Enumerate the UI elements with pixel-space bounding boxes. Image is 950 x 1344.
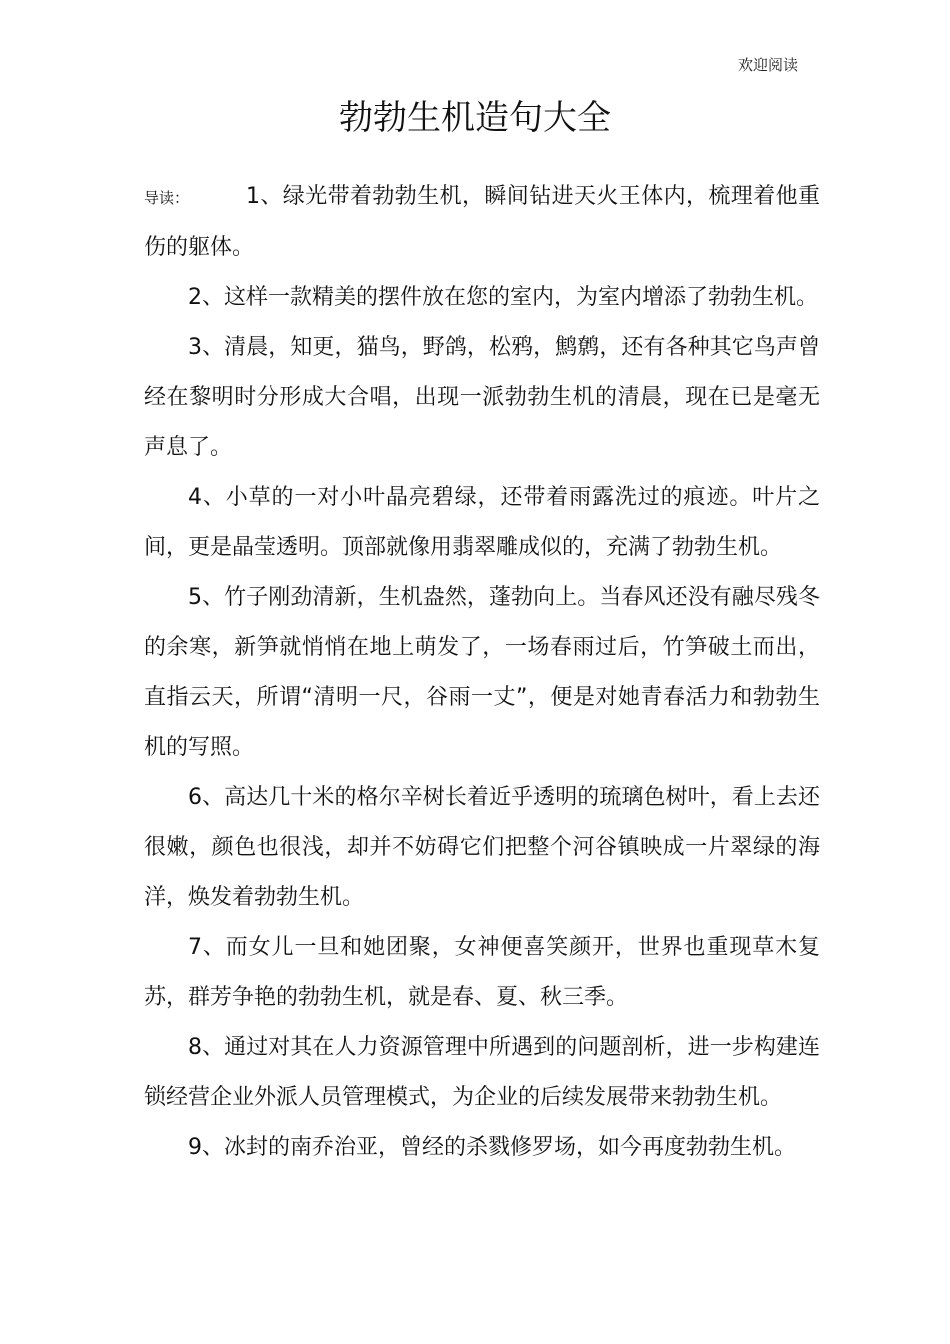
paragraph-7: 7、而女儿一旦和她团聚，女神便喜笑颜开，世界也重现草木复苏，群芳争艳的勃勃生机，就是春、夏、秋三季。	[144, 935, 820, 1010]
paragraph-4: 4、小草的一对小叶晶亮碧绿，还带着雨露洗过的痕迹。叶片之间，更是晶莹透明。顶部就像用翡翠雕成似的，充满了勃勃生机。	[144, 485, 820, 560]
document-body	[144, 172, 820, 1173]
paragraph-5: 5、竹子刚劲清新，生机盎然，蓬勃向上。当春风还没有融尽残冬的余寒，新笋就悄悄在地上萌发了，一场春雨过后，竹笋破土而出，直指云天，所谓“清明一尺，谷雨一丈”，便是对她青春活力和勃勃生机的写照。	[144, 585, 820, 760]
paragraph-1-text: 1、绿光带着勃勃生机，瞬间钻进天火王体内，梳理着他重伤的躯体。	[144, 184, 820, 260]
document-title: 勃勃生机造句大全	[339, 98, 611, 138]
paragraph-1	[144, 172, 820, 273]
paragraph-9: 9、冰封的南乔治亚，曾经的杀戮修罗场，如今再度勃勃生机。	[188, 1135, 796, 1160]
paragraph-3: 3、清晨，知更，猫鸟，野鸽，松鸦，鹪鹩，还有各种其它鸟声曾经在黎明时分形成大合唱，出现一派勃勃生机的清晨，现在已是毫无声息了。	[144, 335, 820, 460]
paragraph-8: 8、通过对其在人力资源管理中所遇到的问题剖析，进一步构建连锁经营企业外派人员管理模式，为企业的后续发展带来勃勃生机。	[144, 1035, 820, 1110]
intro-label: 导读：	[144, 189, 190, 207]
paragraph-6: 6、高达几十米的格尔辛树长着近乎透明的琉璃色树叶，看上去还很嫩，颜色也很浅，却并不妨碍它们把整个河谷镇映成一片翠绿的海洋，焕发着勃勃生机。	[144, 785, 820, 910]
header-note: 欢迎阅读	[737, 56, 798, 74]
paragraph-2: 2、这样一款精美的摆件放在您的室内，为室内增添了勃勃生机。	[188, 285, 818, 310]
